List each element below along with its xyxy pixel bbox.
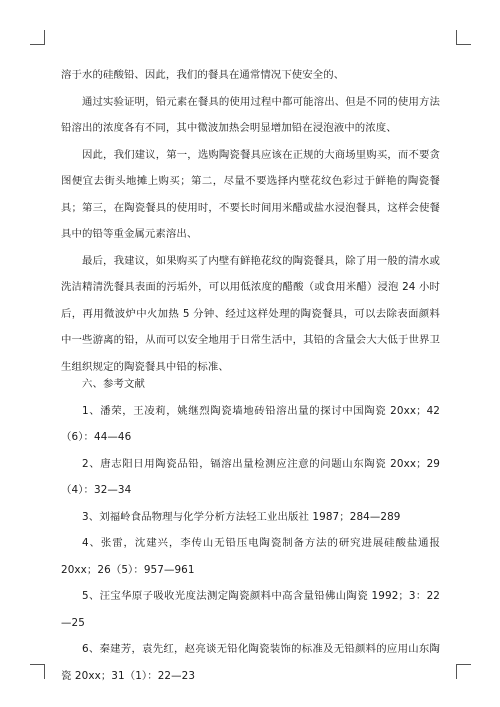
paragraph: 溶于水的硅酸铅、因此，我们的餐具在通常情况下使安全的、 xyxy=(61,69,345,81)
paragraph: 最后，我建议，如果购买了内壁有鲜艳花纹的陶瓷餐具，除了用一般的清水或洗洁精清洗餐具表面的污垢外，可以用低浓度的醋酸（或食用米醋）浸泡 24 小时后，再用微波炉中火加热 5 分钟、经过这样处理的陶瓷餐具，可以去除表面颜料中一些游离的铅，从而可以安全地用于日常生活中，其铅的含量会大大低于世界卫生组织规定的陶瓷餐具中铅的标准、 xyxy=(61,254,440,373)
body-text xyxy=(61,62,440,380)
crop-mark-bottom-left xyxy=(30,664,45,679)
crop-mark-top-right xyxy=(456,30,471,45)
reference-item: 2、唐志阳日用陶瓷品铅，镉溶出量检测应注意的问题山东陶瓷 20xx；29（4）：32—34 xyxy=(61,457,440,496)
references-section xyxy=(61,371,440,689)
paragraph: 因此，我们建议，第一，选购陶瓷餐具应该在正规的大商场里购买，而不要贪图便宜去街头地摊上购买；第二，尽量不要选择内壁花纹色彩过于鲜艳的陶瓷餐具；第三，在陶瓷餐具的使用时，不要长时间用米醋或盐水浸泡餐具，这样会使餐具中的铅等重金属元素溶出、 xyxy=(61,148,440,240)
crop-mark-bottom-right xyxy=(456,664,471,679)
crop-mark-top-left xyxy=(30,30,45,45)
reference-item: 3、刘福岭食品物理与化学分析方法轻工业出版社 1987；284—289 xyxy=(82,510,401,523)
reference-item: 4、张雷，沈建兴，李传山无铅压电陶瓷制备方法的研究进展硅酸盐通报 20xx；26（5）：957—961 xyxy=(61,537,440,576)
reference-item: 6、秦建芳，袁先红，赵亮谈无铅化陶瓷装饰的标准及无铅颜料的应用山东陶瓷 20xx；31（1）：22—23 xyxy=(61,643,440,682)
paragraph: 通过实验证明，铅元素在餐具的使用过程中都可能溶出、但是不同的使用方法铅溶出的浓度各有不同，其中微波加热会明显增加铅在浸泡液中的浓度、 xyxy=(61,95,440,134)
reference-item: 1、潘荣，王凌莉，姚继烈陶瓷墙地砖铅溶出量的探讨中国陶瓷 20xx；42（6）：44—46 xyxy=(61,404,440,443)
reference-item: 5、汪宝华原子吸收光度法测定陶瓷颜料中高含量铅佛山陶瓷 1992；3：22—25 xyxy=(61,590,440,629)
references-heading: 六、参考文献 xyxy=(82,378,145,390)
